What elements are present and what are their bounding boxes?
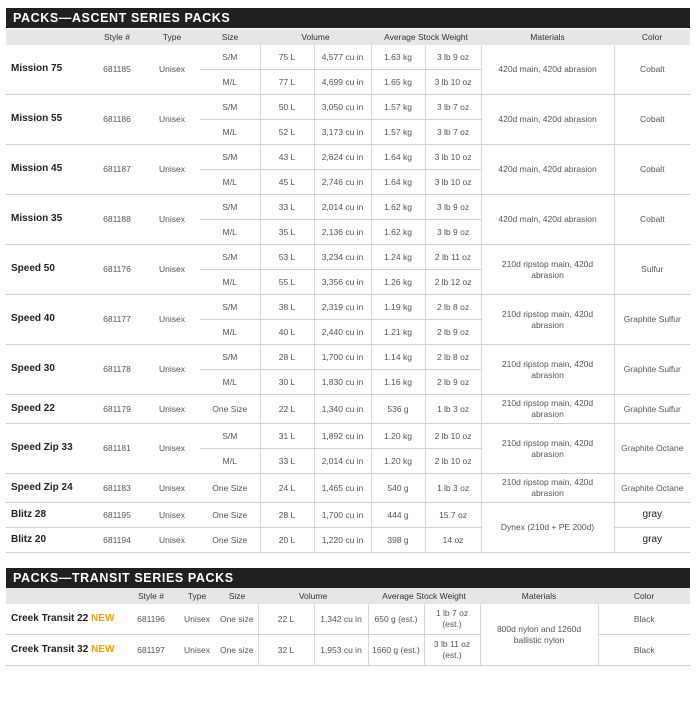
color: gray — [614, 503, 690, 528]
volume-cuin: 1,340 cu in — [314, 395, 371, 424]
color: Cobalt — [614, 95, 690, 145]
header-type: Type — [178, 588, 216, 604]
transit-section-title: PACKS—TRANSIT SERIES PACKS — [6, 568, 690, 588]
materials: 420d main, 420d abrasion — [481, 195, 614, 245]
weight-metric: 1.19 kg — [371, 295, 425, 320]
volume-cuin: 2,136 cu in — [314, 220, 371, 245]
pack-name-text: Creek Transit 32 — [11, 643, 89, 655]
pack-name: Speed 40 — [6, 295, 90, 345]
pack-size: M/L — [200, 270, 260, 295]
style-number: 681187 — [90, 145, 144, 195]
pack-name: Speed Zip 33 — [6, 424, 90, 474]
volume-cuin: 2,014 cu in — [314, 449, 371, 474]
color: Graphite Octane — [614, 424, 690, 474]
volume-liters: 30 L — [260, 370, 314, 395]
pack-name: Blitz 20 — [6, 528, 90, 553]
volume-liters: 38 L — [260, 295, 314, 320]
weight-metric: 650 g (est.) — [368, 604, 424, 635]
materials: 210d ripstop main, 420d abrasion — [481, 474, 614, 503]
weight-metric: 1.24 kg — [371, 245, 425, 270]
weight-metric: 1.21 kg — [371, 320, 425, 345]
weight-imperial: 14 oz — [425, 528, 481, 553]
weight-imperial: 3 lb 10 oz — [425, 145, 481, 170]
pack-type: Unisex — [144, 245, 200, 295]
volume-cuin: 2,624 cu in — [314, 145, 371, 170]
header-type: Type — [144, 29, 200, 45]
table-row — [6, 145, 690, 170]
volume-liters: 45 L — [260, 170, 314, 195]
header-volume: Volume — [260, 29, 371, 45]
materials: 210d ripstop main, 420d abrasion — [481, 245, 614, 295]
weight-imperial: 1 lb 3 oz — [425, 395, 481, 424]
color: Graphite Octane — [614, 474, 690, 503]
ascent-section-title: PACKS—ASCENT SERIES PACKS — [6, 8, 690, 28]
style-number: 681178 — [90, 345, 144, 395]
pack-name — [6, 635, 124, 666]
color: Graphite Sulfur — [614, 295, 690, 345]
volume-liters: 52 L — [260, 120, 314, 145]
volume-cuin: 4,699 cu in — [314, 70, 371, 95]
weight-imperial: 2 lb 9 oz — [425, 320, 481, 345]
style-number: 681183 — [90, 474, 144, 503]
weight-imperial: 3 lb 10 oz — [425, 170, 481, 195]
pack-size: M/L — [200, 320, 260, 345]
materials: 210d ripstop main, 420d abrasion — [481, 395, 614, 424]
pack-type: Unisex — [178, 604, 216, 635]
header-name — [6, 588, 124, 604]
weight-metric: 1.57 kg — [371, 95, 425, 120]
color: Graphite Sulfur — [614, 345, 690, 395]
pack-size: M/L — [200, 70, 260, 95]
weight-imperial: 1 lb 7 oz (est.) — [424, 604, 480, 635]
table-row — [6, 295, 690, 320]
pack-type: Unisex — [144, 295, 200, 345]
pack-name-text: Creek Transit 22 — [11, 612, 89, 624]
volume-liters: 77 L — [260, 70, 314, 95]
volume-liters: 32 L — [258, 635, 314, 666]
color: Cobalt — [614, 195, 690, 245]
ascent-header-row — [6, 29, 690, 45]
pack-type: Unisex — [144, 395, 200, 424]
materials: 210d ripstop main, 420d abrasion — [481, 345, 614, 395]
volume-liters: 50 L — [260, 95, 314, 120]
volume-liters: 28 L — [260, 503, 314, 528]
weight-imperial: 2 lb 9 oz — [425, 370, 481, 395]
table-row — [6, 503, 690, 528]
pack-name: Mission 35 — [6, 195, 90, 245]
pack-name: Speed Zip 24 — [6, 474, 90, 503]
materials: 210d ripstop main, 420d abrasion — [481, 424, 614, 474]
weight-imperial: 3 lb 7 oz — [425, 95, 481, 120]
weight-imperial: 3 lb 10 oz — [425, 70, 481, 95]
header-color: Color — [614, 29, 690, 45]
weight-metric: 444 g — [371, 503, 425, 528]
volume-cuin: 1,465 cu in — [314, 474, 371, 503]
table-row — [6, 95, 690, 120]
header-size: Size — [200, 29, 260, 45]
table-row — [6, 345, 690, 370]
weight-metric: 1.14 kg — [371, 345, 425, 370]
pack-size: M/L — [200, 220, 260, 245]
materials: 210d ripstop main, 420d abrasion — [481, 295, 614, 345]
pack-size: M/L — [200, 170, 260, 195]
materials: 420d main, 420d abrasion — [481, 45, 614, 95]
style-number: 681176 — [90, 245, 144, 295]
weight-metric: 536 g — [371, 395, 425, 424]
style-number: 681186 — [90, 95, 144, 145]
pack-type: Unisex — [144, 345, 200, 395]
pack-type: Unisex — [144, 145, 200, 195]
volume-cuin: 1,830 cu in — [314, 370, 371, 395]
weight-imperial: 3 lb 7 oz — [425, 120, 481, 145]
weight-metric: 1660 g (est.) — [368, 635, 424, 666]
materials: 800d nylon and 1260d ballistic nylon — [480, 604, 598, 666]
header-size: Size — [216, 588, 258, 604]
weight-metric: 1.57 kg — [371, 120, 425, 145]
volume-cuin: 1,700 cu in — [314, 503, 371, 528]
weight-metric: 1.62 kg — [371, 195, 425, 220]
transit-table — [6, 588, 690, 666]
volume-cuin: 1,700 cu in — [314, 345, 371, 370]
new-badge: NEW — [91, 612, 115, 624]
style-number: 681177 — [90, 295, 144, 345]
weight-imperial: 1 lb 3 oz — [425, 474, 481, 503]
volume-liters: 43 L — [260, 145, 314, 170]
style-number: 681179 — [90, 395, 144, 424]
weight-metric: 1.64 kg — [371, 145, 425, 170]
volume-liters: 24 L — [260, 474, 314, 503]
pack-type: Unisex — [178, 635, 216, 666]
materials: 420d main, 420d abrasion — [481, 95, 614, 145]
color: Sulfur — [614, 245, 690, 295]
table-row — [6, 604, 690, 635]
volume-cuin: 1,953 cu in — [314, 635, 368, 666]
pack-size: S/M — [200, 95, 260, 120]
volume-cuin: 3,050 cu in — [314, 95, 371, 120]
weight-imperial: 3 lb 11 oz (est.) — [424, 635, 480, 666]
header-weight: Average Stock Weight — [368, 588, 480, 604]
pack-type: Unisex — [144, 424, 200, 474]
header-weight: Average Stock Weight — [371, 29, 481, 45]
weight-metric: 1.64 kg — [371, 170, 425, 195]
table-row — [6, 195, 690, 220]
pack-name: Mission 55 — [6, 95, 90, 145]
weight-metric: 1.16 kg — [371, 370, 425, 395]
volume-cuin: 1,342 cu in — [314, 604, 368, 635]
volume-liters: 40 L — [260, 320, 314, 345]
pack-name: Speed 30 — [6, 345, 90, 395]
weight-imperial: 2 lb 11 oz — [425, 245, 481, 270]
volume-cuin: 2,746 cu in — [314, 170, 371, 195]
weight-imperial: 15.7 oz — [425, 503, 481, 528]
pack-size: One size — [216, 635, 258, 666]
weight-metric: 1.65 kg — [371, 70, 425, 95]
table-row — [6, 424, 690, 449]
weight-imperial: 3 lb 9 oz — [425, 220, 481, 245]
volume-liters: 22 L — [258, 604, 314, 635]
header-materials: Materials — [481, 29, 614, 45]
style-number: 681195 — [90, 503, 144, 528]
header-style: Style # — [124, 588, 178, 604]
table-row — [6, 395, 690, 424]
table-row — [6, 474, 690, 503]
pack-name: Blitz 28 — [6, 503, 90, 528]
pack-size: S/M — [200, 45, 260, 70]
pack-size: S/M — [200, 145, 260, 170]
volume-cuin: 1,220 cu in — [314, 528, 371, 553]
pack-size: One Size — [200, 503, 260, 528]
pack-type: Unisex — [144, 503, 200, 528]
header-materials: Materials — [480, 588, 598, 604]
pack-size: One Size — [200, 528, 260, 553]
volume-cuin: 1,892 cu in — [314, 424, 371, 449]
pack-size: One Size — [200, 474, 260, 503]
weight-imperial: 2 lb 8 oz — [425, 345, 481, 370]
weight-imperial: 2 lb 10 oz — [425, 424, 481, 449]
pack-size: S/M — [200, 345, 260, 370]
volume-cuin: 2,014 cu in — [314, 195, 371, 220]
weight-imperial: 2 lb 10 oz — [425, 449, 481, 474]
volume-liters: 75 L — [260, 45, 314, 70]
header-style: Style # — [90, 29, 144, 45]
weight-metric: 1.62 kg — [371, 220, 425, 245]
ascent-table — [6, 29, 690, 553]
volume-cuin: 4,577 cu in — [314, 45, 371, 70]
weight-metric: 398 g — [371, 528, 425, 553]
volume-liters: 22 L — [260, 395, 314, 424]
volume-cuin: 2,319 cu in — [314, 295, 371, 320]
pack-name: Speed 50 — [6, 245, 90, 295]
pack-size: M/L — [200, 370, 260, 395]
pack-size: S/M — [200, 245, 260, 270]
volume-liters: 55 L — [260, 270, 314, 295]
pack-size: M/L — [200, 449, 260, 474]
pack-name: Speed 22 — [6, 395, 90, 424]
weight-imperial: 3 lb 9 oz — [425, 45, 481, 70]
style-number: 681181 — [90, 424, 144, 474]
style-number: 681188 — [90, 195, 144, 245]
materials: Dynex (210d + PE 200d) — [481, 503, 614, 553]
pack-name: Mission 75 — [6, 45, 90, 95]
header-name — [6, 29, 90, 45]
pack-type: Unisex — [144, 474, 200, 503]
volume-liters: 20 L — [260, 528, 314, 553]
pack-size: S/M — [200, 424, 260, 449]
volume-liters: 33 L — [260, 195, 314, 220]
materials: 420d main, 420d abrasion — [481, 145, 614, 195]
color: Black — [598, 635, 690, 666]
pack-name — [6, 604, 124, 635]
weight-imperial: 3 lb 9 oz — [425, 195, 481, 220]
transit-header-row — [6, 588, 690, 604]
header-color: Color — [598, 588, 690, 604]
weight-imperial: 2 lb 12 oz — [425, 270, 481, 295]
style-number: 681196 — [124, 604, 178, 635]
style-number: 681194 — [90, 528, 144, 553]
color: gray — [614, 528, 690, 553]
pack-type: Unisex — [144, 45, 200, 95]
volume-cuin: 3,234 cu in — [314, 245, 371, 270]
volume-liters: 53 L — [260, 245, 314, 270]
weight-metric: 1.26 kg — [371, 270, 425, 295]
style-number: 681185 — [90, 45, 144, 95]
header-volume: Volume — [258, 588, 368, 604]
pack-size: One size — [216, 604, 258, 635]
pack-type: Unisex — [144, 195, 200, 245]
color: Graphite Sulfur — [614, 395, 690, 424]
volume-cuin: 3,173 cu in — [314, 120, 371, 145]
pack-size: One Size — [200, 395, 260, 424]
pack-type: Unisex — [144, 528, 200, 553]
color: Cobalt — [614, 145, 690, 195]
style-number: 681197 — [124, 635, 178, 666]
volume-liters: 33 L — [260, 449, 314, 474]
weight-imperial: 2 lb 8 oz — [425, 295, 481, 320]
pack-name: Mission 45 — [6, 145, 90, 195]
color: Black — [598, 604, 690, 635]
volume-liters: 35 L — [260, 220, 314, 245]
new-badge: NEW — [91, 643, 115, 655]
volume-cuin: 2,440 cu in — [314, 320, 371, 345]
table-row — [6, 245, 690, 270]
color: Cobalt — [614, 45, 690, 95]
volume-cuin: 3,356 cu in — [314, 270, 371, 295]
table-row — [6, 45, 690, 70]
weight-metric: 540 g — [371, 474, 425, 503]
weight-metric: 1.63 kg — [371, 45, 425, 70]
pack-type: Unisex — [144, 95, 200, 145]
pack-size: M/L — [200, 120, 260, 145]
weight-metric: 1.20 kg — [371, 449, 425, 474]
volume-liters: 28 L — [260, 345, 314, 370]
volume-liters: 31 L — [260, 424, 314, 449]
pack-size: S/M — [200, 195, 260, 220]
weight-metric: 1.20 kg — [371, 424, 425, 449]
pack-size: S/M — [200, 295, 260, 320]
